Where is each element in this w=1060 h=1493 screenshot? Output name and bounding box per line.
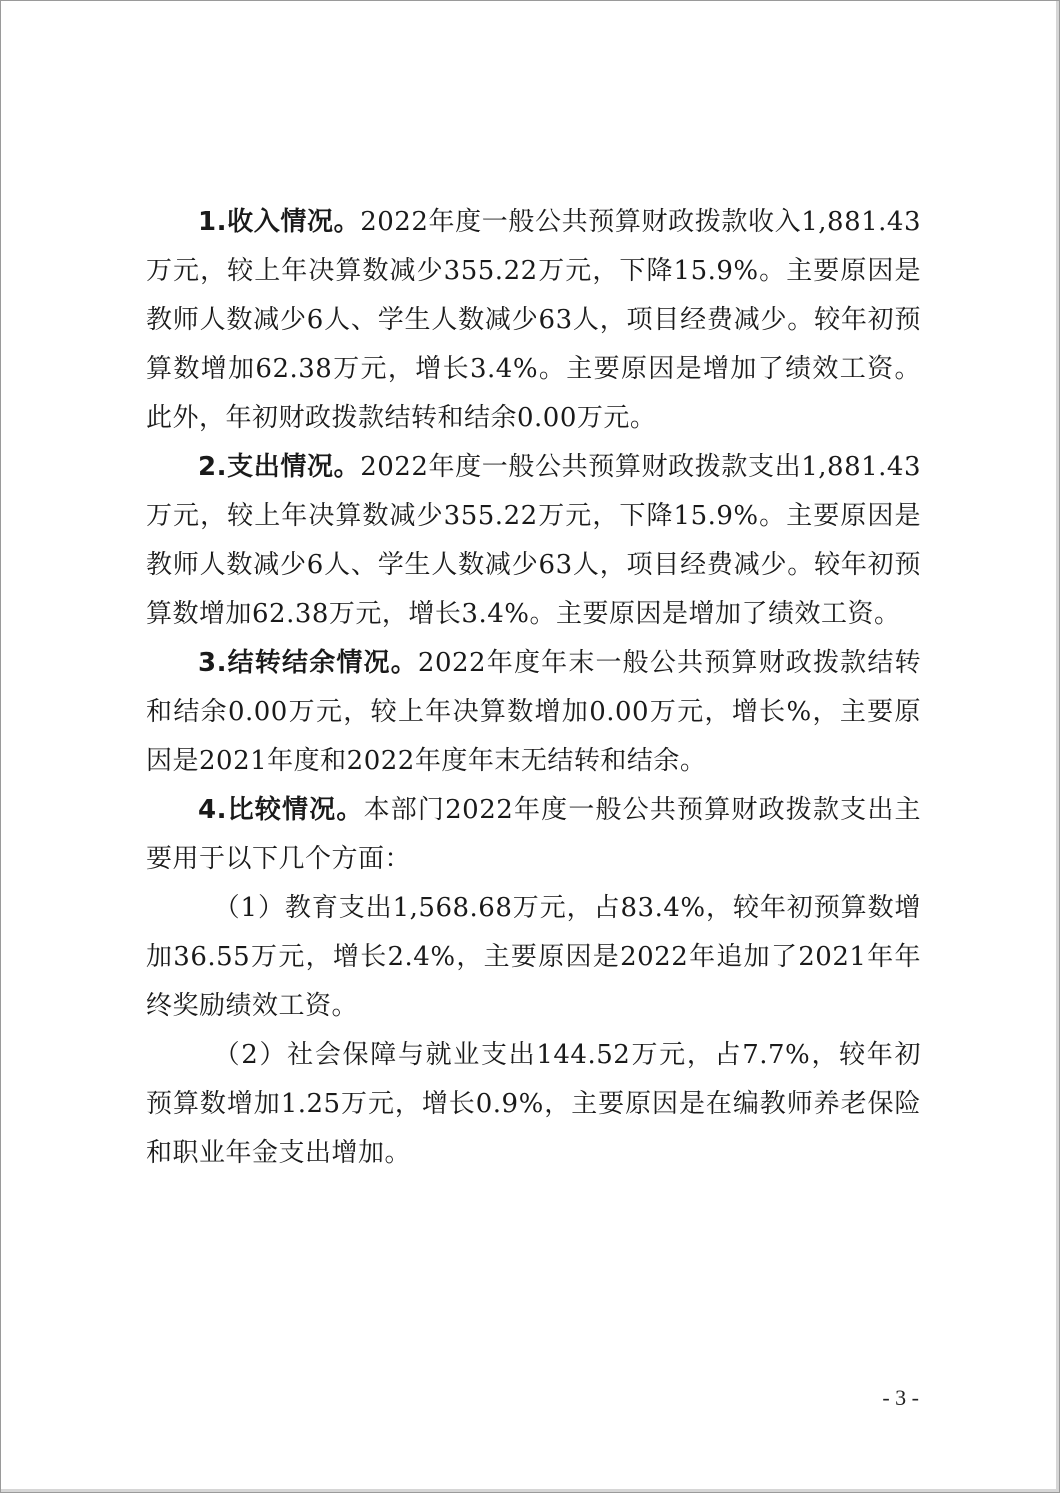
text-carryover: 2022年度年末一般公共预算财政拨款结转和结余0.00万元，较上年决算数增加0.00万元，增长%，主要原因是2021年度和2022年度年末无结转和结余。 (146, 648, 921, 776)
text-expenditure: 2022年度一般公共预算财政拨款支出1,881.43万元，较上年决算数减少355.22万元，下降15.9%。主要原因是教师人数减少6人、学生人数减少63人，项目经费减少。较年初预算数增加62.38万元，增长3.4%。主要原因是增加了绩效工资。 (146, 452, 922, 629)
document-body (146, 198, 921, 1178)
paragraph-carryover (146, 639, 921, 786)
paragraph-expenditure (146, 443, 921, 639)
heading-expenditure: 2.支出情况。 (198, 452, 361, 482)
heading-income: 1.收入情况。 (198, 207, 361, 237)
heading-carryover: 3.结转结余情况。 (198, 648, 418, 678)
paragraph-comparison (146, 786, 921, 884)
text-income: 2022年度一般公共预算财政拨款收入1,881.43万元，较上年决算数减少355.22万元，下降15.9%。主要原因是教师人数减少6人、学生人数减少63人，项目经费减少。较年初预算数增加62.38万元，增长3.4%。主要原因是增加了绩效工资。此外，年初财政拨款结转和结余0.00万元。 (146, 207, 922, 433)
heading-comparison: 4.比较情况。 (198, 795, 364, 825)
list-item-social-security: （2）社会保障与就业支出144.52万元，占7.7%，较年初预算数增加1.25万元，增长0.9%，主要原因是在编教师养老保险和职业年金支出增加。 (146, 1040, 921, 1168)
text-comparison: 本部门2022年度一般公共预算财政拨款支出主要用于以下几个方面： (146, 795, 922, 874)
page-number: - 3 - (882, 1385, 919, 1410)
paragraph-income (146, 198, 921, 443)
list-item-education: （1）教育支出1,568.68万元，占83.4%，较年初预算数增加36.55万元，增长2.4%，主要原因是2022年追加了2021年年终奖励绩效工资。 (146, 893, 921, 1021)
